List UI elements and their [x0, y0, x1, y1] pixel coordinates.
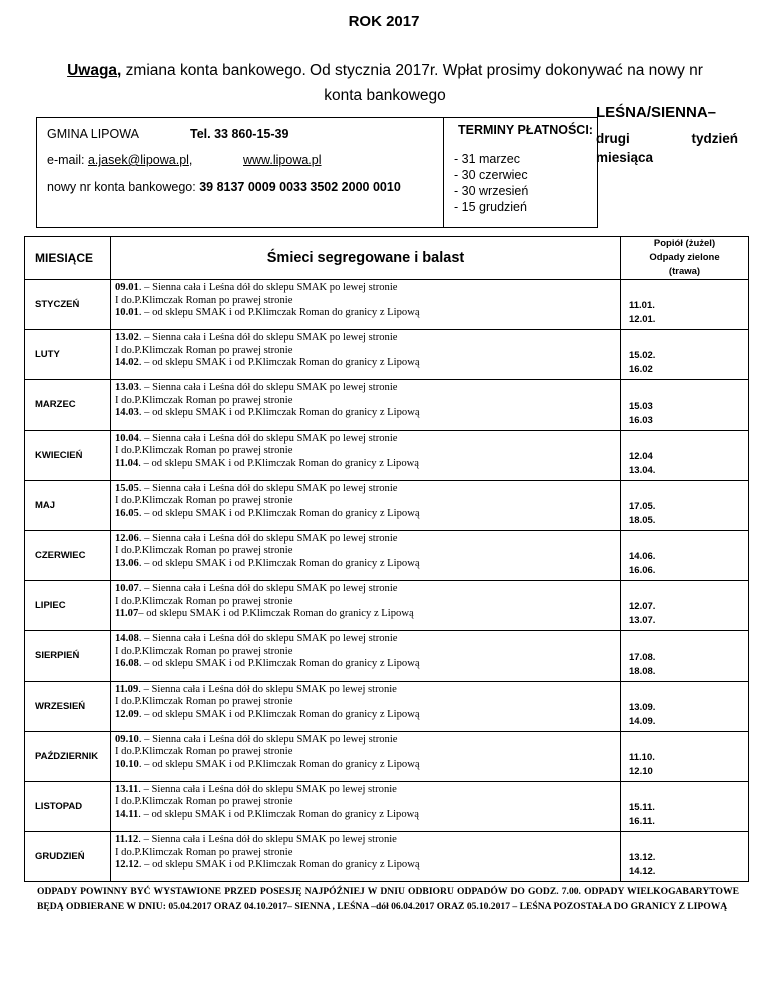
collection-date-2: 11.07	[115, 608, 139, 620]
desc-line-2: I do.P.Klimczak Roman po prawej stronie	[115, 445, 293, 457]
website-link[interactable]: www.lipowa.pl	[243, 153, 322, 167]
collection-date-2: 11.04	[115, 457, 139, 469]
ash-green-dates	[621, 631, 749, 681]
collection-date-1: 13.11	[115, 783, 139, 795]
header-ash: Popiół (żużel)	[653, 238, 716, 249]
ash-green-dates	[621, 681, 749, 731]
collection-description	[111, 631, 621, 681]
desc-text-3: . – od sklepu SMAK i od P.Klimczak Roman do granicy z Lipową	[138, 507, 420, 519]
collection-description	[111, 380, 621, 430]
table-row	[25, 631, 749, 681]
ash-date-1: 11.01.	[629, 300, 655, 312]
header-segregated: Śmieci segregowane i balast	[111, 237, 621, 280]
desc-text-1: . – Sienna cała i Leśna dół do sklepu SMAK po lewej stronie	[138, 482, 398, 494]
desc-text-1: . – Sienna cała i Leśna dół do sklepu SMAK po lewej stronie	[138, 733, 398, 745]
ash-green-dates	[621, 480, 749, 530]
collection-description	[111, 480, 621, 530]
ash-date-2: 14.09.	[629, 715, 656, 727]
collection-description	[111, 430, 621, 480]
month-name: LUTY	[25, 330, 111, 380]
lesna-word-miesiaca: miesiąca	[596, 150, 654, 165]
table-header-row	[25, 237, 749, 280]
ash-date-1: 14.06.	[629, 551, 656, 563]
desc-text-3: . – od sklepu SMAK i od P.Klimczak Roman do granicy z Lipową	[138, 658, 420, 670]
collection-description	[111, 731, 621, 781]
collection-date-1: 09.10	[115, 733, 139, 745]
collection-description	[111, 330, 621, 380]
month-name: CZERWIEC	[25, 530, 111, 580]
payment-term-item: - 30 wrzesień	[454, 184, 529, 198]
ash-green-dates	[621, 380, 749, 430]
desc-line-2: I do.P.Klimczak Roman po prawej stronie	[115, 846, 293, 858]
payment-terms-title: TERMINY PŁATNOŚCI:	[458, 123, 593, 137]
month-name: GRUDZIEŃ	[25, 832, 111, 882]
month-name: LISTOPAD	[25, 781, 111, 831]
collection-date-2: 12.09	[115, 708, 139, 720]
header-green: Odpady zielone	[649, 252, 720, 263]
desc-text-3: . – od sklepu SMAK i od P.Klimczak Roman do granicy z Lipową	[138, 708, 420, 720]
table-row	[25, 781, 749, 831]
table-row	[25, 430, 749, 480]
desc-line-3	[115, 759, 620, 772]
desc-line-1	[115, 784, 620, 797]
table-row	[25, 731, 749, 781]
ash-date-2: 16.06.	[629, 565, 656, 577]
desc-line-2: I do.P.Klimczak Roman po prawej stronie	[115, 294, 293, 306]
email-link[interactable]: a.jasek@lipowa.pl	[87, 153, 189, 167]
notice-text-line2: konta bankowego	[324, 87, 446, 104]
desc-text-3: – od sklepu SMAK i od P.Klimczak Roman do granicy z Lipową	[138, 608, 414, 620]
desc-text-1: . – Sienna cała i Leśna dół do sklepu SMAK po lewej stronie	[138, 583, 398, 595]
desc-line-1	[115, 633, 620, 646]
month-name: MARZEC	[25, 380, 111, 430]
table-row	[25, 681, 749, 731]
month-name: MAJ	[25, 480, 111, 530]
desc-line-3	[115, 508, 620, 521]
ash-date-2: 16.03	[629, 414, 653, 426]
ash-date-2: 13.07.	[629, 615, 656, 627]
collection-date-2: 10.10	[115, 758, 139, 770]
collection-date-1: 11.12	[115, 834, 139, 846]
schedule-table	[24, 236, 749, 882]
ash-date-2: 14.12.	[629, 866, 656, 878]
desc-line-1	[115, 382, 620, 395]
ash-green-dates	[621, 330, 749, 380]
payment-term-item: - 31 marzec	[454, 152, 520, 166]
collection-date-1: 13.03	[115, 382, 139, 394]
notice-text-line1: zmiana konta bankowego. Od stycznia 2017r. Wpłat prosimy dokonywać na nowy nr	[121, 62, 703, 79]
ash-date-1: 12.07.	[629, 601, 656, 613]
bank-account-number: 39 8137 0009 0033 3502 2000 0010	[199, 180, 401, 194]
desc-line-2: I do.P.Klimczak Roman po prawej stronie	[115, 495, 293, 507]
desc-line-2: I do.P.Klimczak Roman po prawej stronie	[115, 645, 293, 657]
ash-date-2: 18.08.	[629, 665, 656, 677]
desc-line-3	[115, 709, 620, 722]
month-name: WRZESIEŃ	[25, 681, 111, 731]
desc-line-3	[115, 458, 620, 471]
desc-text-1: . – Sienna cała i Leśna dół do sklepu SMAK po lewej stronie	[138, 532, 398, 544]
collection-date-1: 13.02	[115, 332, 139, 344]
lesna-word-tydzien: tydzień	[691, 131, 738, 146]
collection-date-2: 14.02	[115, 357, 139, 369]
desc-line-2: I do.P.Klimczak Roman po prawej stronie	[115, 595, 293, 607]
desc-text-1: . – Sienna cała i Leśna dół do sklepu SMAK po lewej stronie	[138, 834, 397, 846]
collection-description	[111, 681, 621, 731]
month-name: LIPIEC	[25, 581, 111, 631]
ash-date-1: 12.04	[629, 450, 653, 462]
gmina-email-line	[47, 153, 192, 167]
collection-date-1: 15.05	[115, 482, 139, 494]
ash-date-2: 12.01.	[629, 314, 656, 326]
lesna-word-drugi: drugi	[596, 131, 630, 146]
desc-text-1: . – Sienna cała i Leśna dół do sklepu SMAK po lewej stronie	[138, 633, 398, 645]
desc-text-3: . – od sklepu SMAK i od P.Klimczak Roman do granicy z Lipową	[138, 557, 420, 569]
desc-text-3: . – od sklepu SMAK i od P.Klimczak Roman do granicy z Lipową	[138, 457, 419, 469]
lesna-sienna-schedule	[596, 129, 738, 167]
desc-line-3	[115, 859, 620, 872]
month-name: SIERPIEŃ	[25, 631, 111, 681]
desc-line-3	[115, 608, 620, 621]
desc-text-1: . – Sienna cała i Leśna dół do sklepu SMAK po lewej stronie	[138, 683, 397, 695]
collection-date-1: 10.07	[115, 583, 139, 595]
desc-line-3	[115, 658, 620, 671]
desc-line-3	[115, 357, 620, 370]
desc-line-2: I do.P.Klimczak Roman po prawej stronie	[115, 545, 293, 557]
desc-line-2: I do.P.Klimczak Roman po prawej stronie	[115, 746, 293, 758]
ash-date-2: 12.10	[629, 765, 653, 777]
desc-line-1	[115, 332, 620, 345]
collection-date-1: 12.06	[115, 532, 139, 544]
payment-terms-list	[454, 151, 528, 215]
desc-text-1: . – Sienna cała i Leśna dół do sklepu SMAK po lewej stronie	[138, 382, 398, 394]
desc-text-3: . – od sklepu SMAK i od P.Klimczak Roman do granicy z Lipową	[138, 407, 420, 419]
month-name: KWIECIEŃ	[25, 430, 111, 480]
collection-description	[111, 781, 621, 831]
ash-date-2: 16.02	[629, 364, 653, 376]
ash-green-dates	[621, 530, 749, 580]
header-month: MIESIĄCE	[25, 237, 111, 280]
ash-date-1: 15.11.	[629, 802, 655, 814]
ash-date-1: 13.09.	[629, 701, 656, 713]
desc-line-1	[115, 483, 620, 496]
desc-line-2: I do.P.Klimczak Roman po prawej stronie	[115, 344, 293, 356]
desc-text-1: . – Sienna cała i Leśna dół do sklepu SMAK po lewej stronie	[138, 282, 398, 293]
payment-term-item: - 15 grudzień	[454, 200, 527, 214]
ash-green-dates	[621, 581, 749, 631]
collection-description	[111, 832, 621, 882]
desc-text-1: . – Sienna cała i Leśna dół do sklepu SMAK po lewej stronie	[138, 783, 397, 795]
desc-line-1	[115, 433, 620, 446]
ash-date-2: 18.05.	[629, 514, 656, 526]
desc-line-1	[115, 583, 620, 596]
bank-account-notice	[40, 58, 730, 108]
desc-text-3: . – od sklepu SMAK i od P.Klimczak Roman do granicy z Lipową	[138, 307, 420, 318]
payment-term-item: - 30 czerwiec	[454, 168, 528, 182]
gmina-contact-box	[36, 117, 444, 228]
desc-line-2: I do.P.Klimczak Roman po prawej stronie	[115, 696, 293, 707]
ash-date-1: 17.05.	[629, 500, 656, 512]
collection-date-2: 12.12	[115, 859, 139, 871]
ash-green-dates	[621, 781, 749, 831]
desc-line-1	[115, 684, 620, 697]
ash-date-1: 17.08.	[629, 651, 656, 663]
collection-date-1: 10.04	[115, 432, 139, 444]
ash-date-2: 16.11.	[629, 816, 655, 828]
ash-date-1: 13.12.	[629, 852, 656, 864]
desc-line-3	[115, 407, 620, 420]
ash-date-1: 11.10.	[629, 751, 655, 763]
desc-line-1	[115, 834, 620, 847]
header-ash-green	[621, 237, 749, 280]
gmina-phone: Tel. 33 860-15-39	[190, 127, 289, 141]
collection-description	[111, 280, 621, 330]
ash-date-1: 15.02.	[629, 350, 656, 362]
desc-line-3	[115, 809, 620, 822]
collection-date-1: 14.08	[115, 633, 139, 645]
ash-date-2: 13.04.	[629, 464, 656, 476]
gmina-name: GMINA LIPOWA	[47, 127, 139, 141]
desc-line-3	[115, 307, 620, 320]
collection-date-1: 09.01	[115, 282, 139, 293]
document-title: ROK 2017	[348, 13, 420, 30]
desc-line-2: I do.P.Klimczak Roman po prawej stronie	[115, 796, 293, 808]
footer-note: ODPADY POWINNY BYĆ WYSTAWIONE PRZED POSESJĘ NAJPÓŹNIEJ W DNIU ODBIORU ODPADÓW DO GODZ. 7.00. ODPADY WIELKOGABARYTOWE BĘDĄ ODBIERANE W DNIU: 05.04.2017 ORAZ 04.10.2017– SIENNA , LEŚNA –dół 06.04.2017 ORAZ 05.10.2017 – LEŚNA POZOSTAŁA DO GRANICY Z LIPOWĄ	[37, 886, 739, 912]
desc-text-1: . – Sienna cała i Leśna dół do sklepu SMAK po lewej stronie	[138, 432, 398, 444]
table-row	[25, 581, 749, 631]
ash-green-dates	[621, 731, 749, 781]
collection-date-2: 14.11	[115, 808, 139, 820]
ash-green-dates	[621, 430, 749, 480]
desc-line-3	[115, 558, 620, 571]
email-suffix: ,	[188, 153, 193, 167]
collection-date-2: 13.06	[115, 557, 139, 569]
collection-description	[111, 530, 621, 580]
table-row	[25, 380, 749, 430]
desc-line-1	[115, 533, 620, 546]
desc-line-2: I do.P.Klimczak Roman po prawej stronie	[115, 394, 293, 406]
collection-date-2: 10.01	[115, 307, 139, 318]
payment-terms-box	[444, 117, 598, 228]
desc-text-3: . – od sklepu SMAK i od P.Klimczak Roman do granicy z Lipową	[138, 808, 419, 820]
desc-text-1: . – Sienna cała i Leśna dół do sklepu SMAK po lewej stronie	[138, 332, 398, 344]
desc-text-3: . – od sklepu SMAK i od P.Klimczak Roman do granicy z Lipową	[138, 859, 420, 871]
desc-text-3: . – od sklepu SMAK i od P.Klimczak Roman do granicy z Lipową	[138, 758, 420, 770]
ash-green-dates	[621, 280, 749, 330]
collection-description	[111, 581, 621, 631]
desc-line-1	[115, 734, 620, 747]
table-row	[25, 832, 749, 882]
bank-account-label: nowy nr konta bankowego:	[47, 180, 200, 194]
month-name: PAŹDZIERNIK	[25, 731, 111, 781]
bank-account-line	[47, 180, 401, 194]
table-row	[25, 280, 749, 330]
collection-date-1: 11.09	[115, 683, 139, 695]
lesna-sienna-title: LEŚNA/SIENNA–	[596, 104, 717, 121]
desc-text-3: . – od sklepu SMAK i od P.Klimczak Roman do granicy z Lipową	[138, 357, 420, 369]
collection-date-2: 16.05	[115, 507, 139, 519]
email-label: e-mail:	[47, 153, 88, 167]
desc-line-1	[115, 282, 620, 295]
collection-date-2: 16.08	[115, 658, 139, 670]
table-row	[25, 480, 749, 530]
notice-prefix: Uwaga,	[67, 62, 122, 79]
table-row	[25, 530, 749, 580]
ash-green-dates	[621, 832, 749, 882]
month-name: STYCZEŃ	[25, 280, 111, 330]
header-grass: (trawa)	[668, 266, 701, 277]
table-row	[25, 330, 749, 380]
collection-date-2: 14.03	[115, 407, 139, 419]
ash-date-1: 15.03	[629, 400, 653, 412]
